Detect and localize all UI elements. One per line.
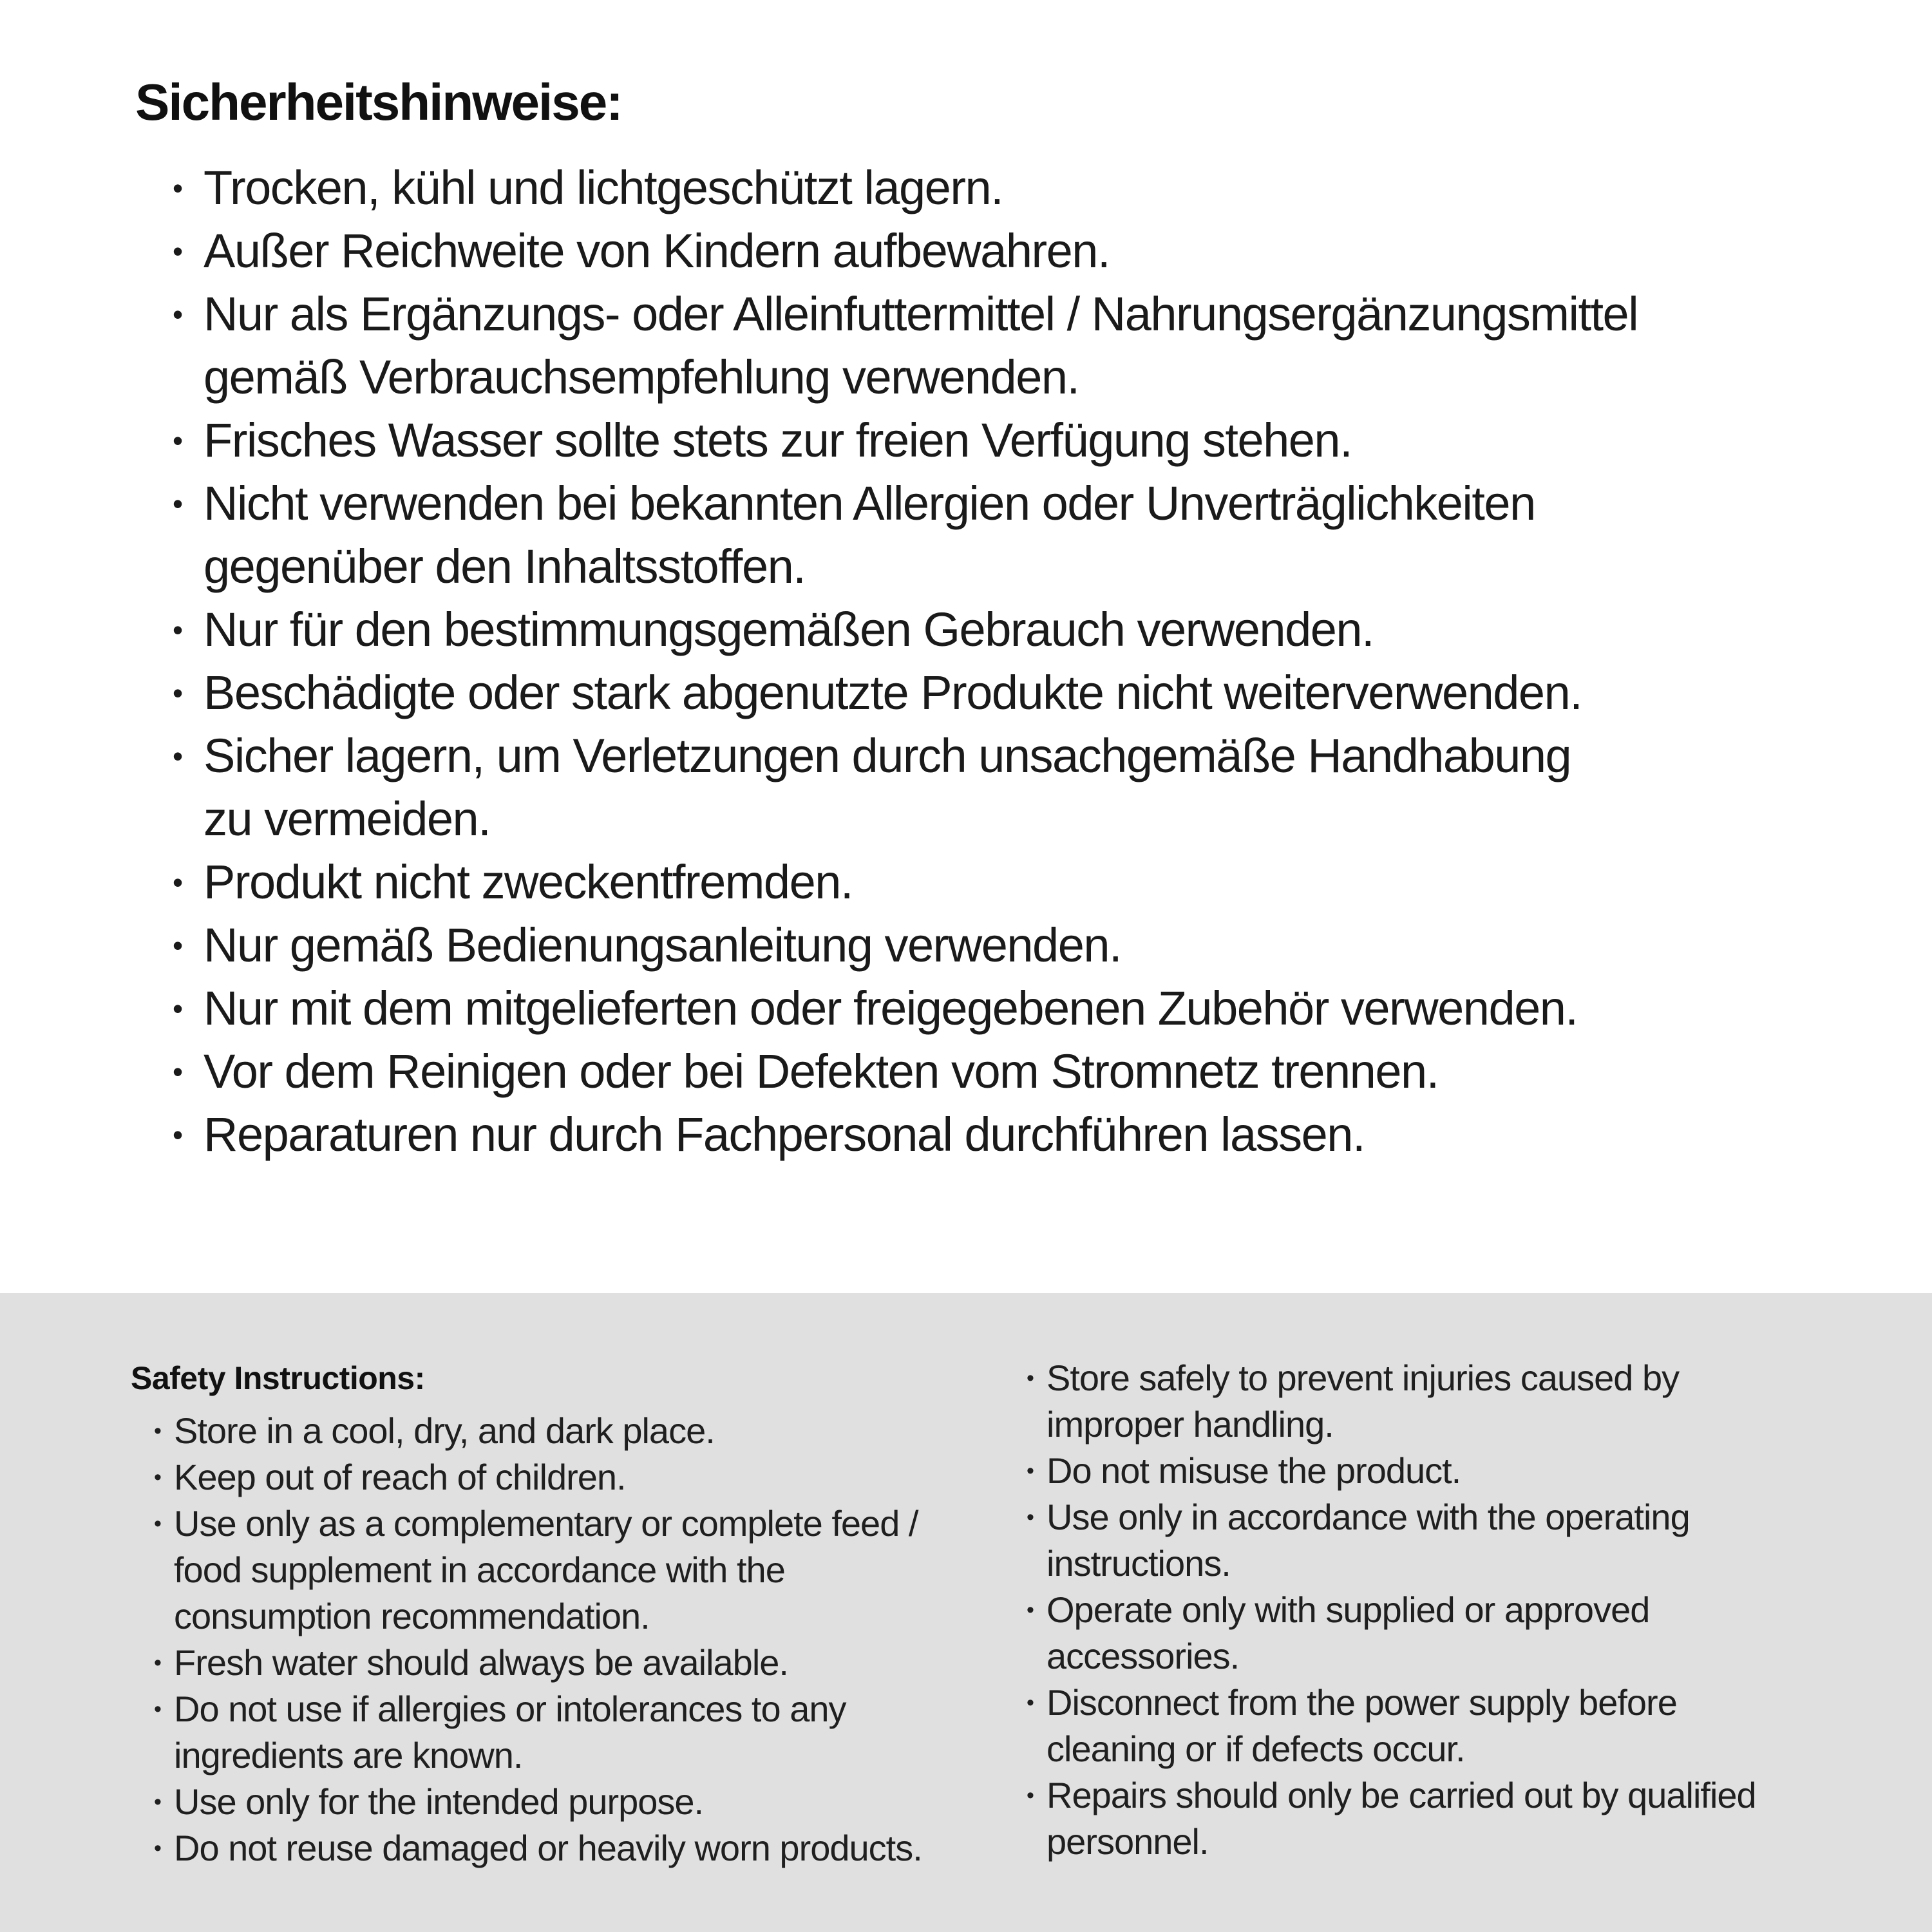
list-item: • Use only in accordance with the operating instructions.	[1003, 1494, 1879, 1587]
list-item: • Do not use if allergies or intolerances to any ingredients are known.	[131, 1686, 994, 1779]
english-section	[0, 1293, 1932, 1932]
list-item: • Außer Reichweite von Kindern aufbewahren.	[135, 220, 1855, 283]
german-section	[135, 73, 1855, 1166]
list-item: • Vor dem Reinigen oder bei Defekten vom Stromnetz trennen.	[135, 1040, 1855, 1103]
list-item: • Nicht verwenden bei bekannten Allergien oder Unverträglichkeiten gegenüber den Inhaltsstoffen.	[135, 472, 1855, 598]
list-item: • Reparaturen nur durch Fachpersonal durchführen lassen.	[135, 1103, 1855, 1166]
list-item: • Produkt nicht zweckentfremden.	[135, 851, 1855, 914]
english-right-bullet-list	[1003, 1355, 1879, 1865]
german-bullet-list	[135, 156, 1855, 1166]
english-title: Safety Instructions:	[131, 1360, 425, 1396]
english-left-column	[131, 1355, 994, 1871]
english-right-column	[1003, 1355, 1879, 1865]
english-left-bullet-list	[131, 1408, 994, 1871]
list-item: • Trocken, kühl und lichtgeschützt lagern.	[135, 156, 1855, 220]
list-item: • Operate only with supplied or approved accessories.	[1003, 1587, 1879, 1680]
list-item: • Store safely to prevent injuries caused by improper handling.	[1003, 1355, 1879, 1448]
list-item: • Frisches Wasser sollte stets zur freien Verfügung stehen.	[135, 409, 1855, 472]
list-item: • Disconnect from the power supply before cleaning or if defects occur.	[1003, 1680, 1879, 1772]
list-item: • Nur mit dem mitgelieferten oder freigegebenen Zubehör verwenden.	[135, 977, 1855, 1040]
list-item: • Nur als Ergänzungs- oder Alleinfuttermittel / Nahrungsergänzungsmittel gemäß Verbrauchsempfehlung verwenden.	[135, 283, 1855, 409]
list-item: • Repairs should only be carried out by qualified personnel.	[1003, 1772, 1879, 1865]
list-item: • Nur gemäß Bedienungsanleitung verwenden.	[135, 914, 1855, 977]
list-item: • Use only for the intended purpose.	[131, 1779, 994, 1825]
list-item: • Nur für den bestimmungsgemäßen Gebrauch verwenden.	[135, 598, 1855, 661]
list-item: • Keep out of reach of children.	[131, 1454, 994, 1501]
list-item: • Do not misuse the product.	[1003, 1448, 1879, 1494]
list-item: • Store in a cool, dry, and dark place.	[131, 1408, 994, 1454]
list-item: • Fresh water should always be available.	[131, 1640, 994, 1686]
list-item: • Beschädigte oder stark abgenutzte Produkte nicht weiterverwenden.	[135, 661, 1855, 724]
list-item: • Use only as a complementary or complete feed / food supplement in accordance with the consumption recommendation.	[131, 1501, 994, 1640]
list-item: • Sicher lagern, um Verletzungen durch unsachgemäße Handhabung zu vermeiden.	[135, 724, 1855, 851]
german-title: Sicherheitshinweise:	[135, 73, 622, 131]
list-item: • Do not reuse damaged or heavily worn products.	[131, 1825, 994, 1871]
